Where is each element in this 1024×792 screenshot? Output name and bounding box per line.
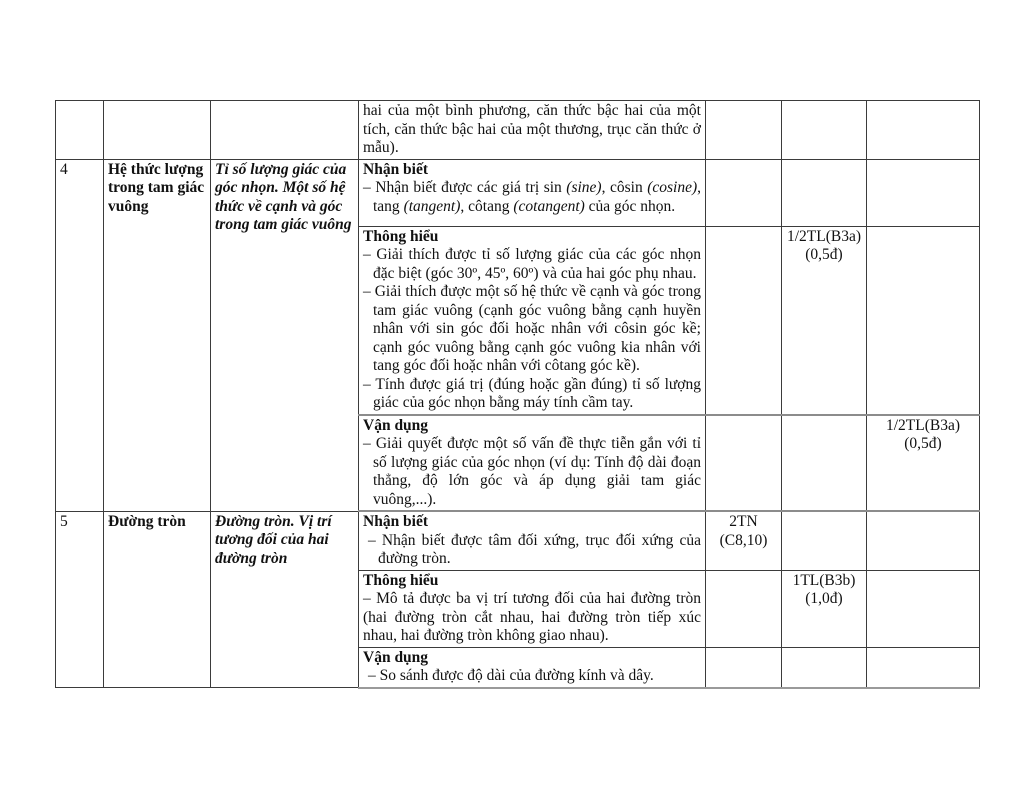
- section4-nhan-biet-objectives: [359, 159, 706, 226]
- cell-score-empty: [782, 511, 867, 570]
- cell-score-empty: [782, 415, 867, 512]
- score-line: (0,5đ): [805, 246, 843, 263]
- section4-topic: Hệ thức lượng trong tam giác vuông: [104, 159, 211, 511]
- section5-unit: Đường tròn. Vị trí tương đối của hai đường tròn: [211, 511, 359, 688]
- objective-item: – So sánh được độ dài của đường kính và dây.: [368, 667, 654, 684]
- objective-item: – Giải thích được một số hệ thức về cạnh và góc trong tam giác vuông (cạnh góc vuông bằng cạnh huyền nhân với sin góc đối hoặc nhân với côsin góc kề; cạnh góc vuông bằng cạnh góc vuông kia nhân với tang góc đối hoặc nhân với côtang góc kề).: [363, 283, 701, 374]
- cell-score-empty: [706, 101, 782, 160]
- objective-text: hai của một bình phương, căn thức bậc hai của một tích, căn thức bậc hai của một thương, trục căn thức ở mẫu).: [363, 102, 701, 156]
- cell-score-empty: [782, 159, 867, 226]
- score-line: 1/2TL(B3a): [786, 227, 862, 245]
- row-continuation: [56, 101, 980, 160]
- cell-stt-empty: [56, 101, 104, 160]
- cell-score-empty: [867, 226, 980, 415]
- section4-number: 4: [56, 159, 104, 511]
- score-line: (C8,10): [719, 531, 768, 549]
- level-label-nhan-biet: Nhận biết: [363, 513, 429, 530]
- section5-thong-hieu-score: [782, 570, 867, 647]
- cell-score-empty: [706, 226, 782, 415]
- section5-thong-hieu-objectives: [359, 570, 706, 647]
- cell-unit-empty: [211, 101, 359, 160]
- score-line: (1,0đ): [805, 590, 843, 607]
- section5-nhan-biet-objectives: [359, 511, 706, 570]
- objective-item: – Mô tả được ba vị trí tương đối của hai đường tròn (hai đường tròn cắt nhau, hai đường tròn tiếp xúc nhau, hai đường tròn không giao nhau).: [363, 590, 701, 644]
- score-line: 2TN: [729, 513, 758, 530]
- cell-score-empty: [867, 511, 980, 570]
- level-label-thong-hieu: Thông hiểu: [363, 227, 439, 245]
- section5-van-dung-objectives: [359, 647, 706, 688]
- score-line: 1TL(B3b): [792, 571, 856, 589]
- cell-score-empty: [782, 101, 867, 160]
- cell-score-empty: [867, 159, 980, 226]
- section4-van-dung-score: [867, 415, 980, 512]
- row-section4-nhan-biet: [56, 159, 980, 226]
- level-label-nhan-biet: Nhận biết: [363, 160, 429, 178]
- section4-unit: Tỉ số lượng giác của góc nhọn. Một số hệ thức về cạnh và góc trong tam giác vuông: [211, 159, 359, 511]
- section5-topic: Đường tròn: [104, 511, 211, 688]
- exam-spec-table: [55, 100, 980, 689]
- row-section5-nhan-biet: [56, 511, 980, 570]
- cell-score-empty: [706, 415, 782, 512]
- level-label-thong-hieu: Thông hiểu: [363, 571, 439, 589]
- cell-topic-empty: [104, 101, 211, 160]
- section4-van-dung-objectives: [359, 415, 706, 512]
- cell-score-empty: [706, 647, 782, 688]
- objective-item: – Nhận biết được tâm đối xứng, trục đối xứng của đường tròn.: [368, 531, 701, 567]
- cell-score-empty: [782, 647, 867, 688]
- level-label-van-dung: Vận dụng: [363, 416, 429, 434]
- score-line: 1/2TL(B3a): [885, 416, 961, 434]
- objective-item: – Tính được giá trị (đúng hoặc gần đúng) tỉ số lượng giác của góc nhọn bằng máy tính cầm tay.: [363, 375, 701, 411]
- cell-score-empty: [867, 570, 980, 647]
- objective-item: – Giải quyết được một số vấn đề thực tiễn gắn với tỉ số lượng giác của góc nhọn (ví dụ: Tính độ dài đoạn thẳng, độ lớn góc và áp dụng giải tam giác vuông,...).: [363, 435, 701, 508]
- cell-score-empty: [867, 647, 980, 688]
- objective-item: – Nhận biết được các giá trị sin (sine), côsin (cosine), tang (tangent), côtang (cotangent) của góc nhọn.: [363, 179, 701, 215]
- cell-score-empty: [706, 570, 782, 647]
- objective-item: – Giải thích được tỉ số lượng giác của các góc nhọn đặc biệt (góc 30º, 45º, 60º) và của hai góc phụ nhau.: [363, 246, 701, 282]
- level-label-van-dung: Vận dụng: [363, 648, 429, 666]
- cell-score-empty: [706, 159, 782, 226]
- section5-nhan-biet-score: [706, 511, 782, 570]
- cell-score-empty: [867, 101, 980, 160]
- score-line: (0,5đ): [904, 435, 942, 452]
- section4-thong-hieu-objectives: [359, 226, 706, 415]
- section4-thong-hieu-score: [782, 226, 867, 415]
- cell-objective-continuation: [359, 101, 706, 160]
- section5-number: 5: [56, 511, 104, 688]
